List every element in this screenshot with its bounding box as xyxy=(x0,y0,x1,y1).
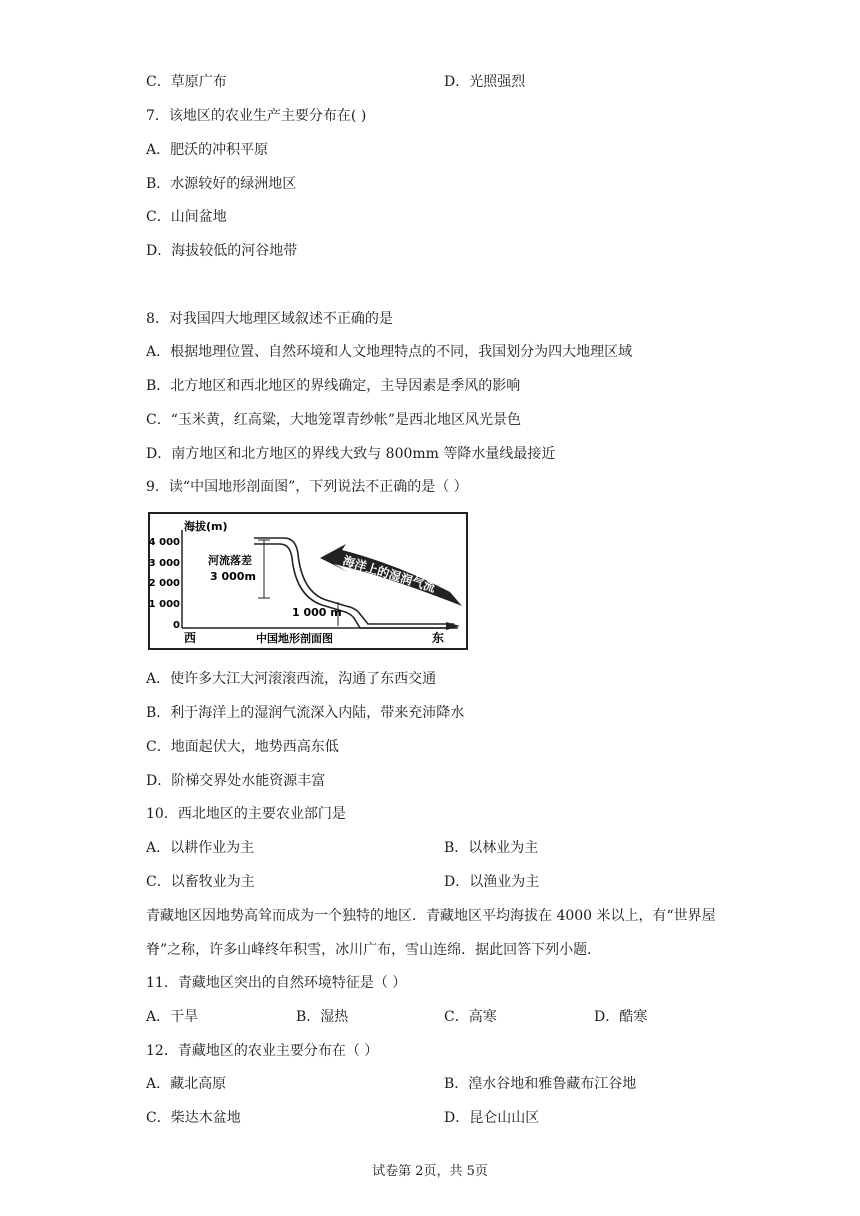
q12-option-d: D．昆仑山山区 xyxy=(444,1110,540,1126)
q8-option-c: C．“玉米黄，红高粱，大地笼罩青纱帐”是西北地区风光景色 xyxy=(146,412,522,428)
q11-option-b: B．湿热 xyxy=(296,1009,349,1025)
q7-option-d: D．海拔较低的河谷地带 xyxy=(146,243,298,259)
q7-stem: 7．该地区的农业生产主要分布在( ) xyxy=(146,108,367,124)
q10-option-c: C．以畜牧业为主 xyxy=(146,874,255,890)
q12-option-a: A．藏北高原 xyxy=(146,1076,227,1092)
q10-option-b: B．以林业为主 xyxy=(444,840,539,856)
terrain-profile-figure xyxy=(146,510,470,652)
q6-option-d: D．光照强烈 xyxy=(444,74,526,90)
q7-option-c: C．山间盆地 xyxy=(146,209,227,225)
y-axis-title: 海拔(m) xyxy=(184,520,228,533)
y-tick-label: 2 000 xyxy=(148,578,180,589)
q9-option-c: C．地面起伏大，地势西高东低 xyxy=(146,739,339,755)
q11-stem: 11．青藏地区突出的自然环境特征是（ ） xyxy=(146,975,407,991)
q11-option-a: A．干旱 xyxy=(146,1009,199,1025)
q10-stem: 10．西北地区的主要农业部门是 xyxy=(146,806,346,822)
drop-label: 河流落差 xyxy=(208,554,252,567)
q12-option-b: B．湟水谷地和雅鲁藏布江谷地 xyxy=(444,1076,637,1092)
q11-option-d: D．酷寒 xyxy=(594,1009,648,1025)
q10-option-d: D．以渔业为主 xyxy=(444,874,540,890)
q7-option-b: B．水源较好的绿洲地区 xyxy=(146,176,297,192)
q6-option-c: C．草原广布 xyxy=(146,74,227,90)
q8-option-d: D．南方地区和北方地区的界线大致与 800mm 等降水量线最接近 xyxy=(146,446,556,462)
y-tick-label: 4 000 xyxy=(148,537,180,548)
q12-option-c: C．柴达木盆地 xyxy=(146,1110,241,1126)
q8-option-a: A．根据地理位置、自然环境和人文地理特点的不同，我国划分为四大地理区域 xyxy=(146,344,633,360)
airflow-label: 海洋上的湿润气流 xyxy=(341,553,438,595)
west-label: 西 xyxy=(184,631,197,645)
q9-stem: 9．读“中国地形剖面图”，下列说法不正确的是（ ） xyxy=(146,479,468,495)
passage: 青藏地区因地势高耸而成为一个独特的地区．青藏地区平均海拔在 4000 米以上，有“世界屋脊”之称，许多山峰终年积雪，冰川广布，雪山连绵．据此回答下列小题． xyxy=(146,908,716,958)
figure-caption: 中国地形剖面图 xyxy=(256,632,333,645)
y-tick-label: 0 xyxy=(173,620,180,631)
page-footer: 试卷第 2页，共 5页 xyxy=(372,1164,488,1179)
terrain-profile-svg xyxy=(146,510,470,652)
drop-value: 3 000m xyxy=(210,570,256,583)
y-tick-label: 1 000 xyxy=(148,599,180,610)
q8-option-b: B．北方地区和西北地区的界线确定，主导因素是季风的影响 xyxy=(146,378,521,394)
q9-option-a: A．使许多大江大河滚滚西流，沟通了东西交通 xyxy=(146,671,437,687)
q9-option-b: B．利于海洋上的湿润气流深入内陆，带来充沛降水 xyxy=(146,705,465,721)
east-label: 东 xyxy=(432,631,445,645)
q11-option-c: C．高寒 xyxy=(444,1009,497,1025)
step-label: 1 000 m xyxy=(292,606,342,619)
q8-stem: 8．对我国四大地理区域叙述不正确的是 xyxy=(146,311,393,327)
q9-option-d: D．阶梯交界处水能资源丰富 xyxy=(146,773,326,789)
y-tick-label: 3 000 xyxy=(148,558,180,569)
q7-option-a: A．肥沃的冲积平原 xyxy=(146,142,269,158)
q12-stem: 12．青藏地区的农业主要分布在（ ） xyxy=(146,1043,379,1059)
q10-option-a: A．以耕作业为主 xyxy=(146,840,255,856)
